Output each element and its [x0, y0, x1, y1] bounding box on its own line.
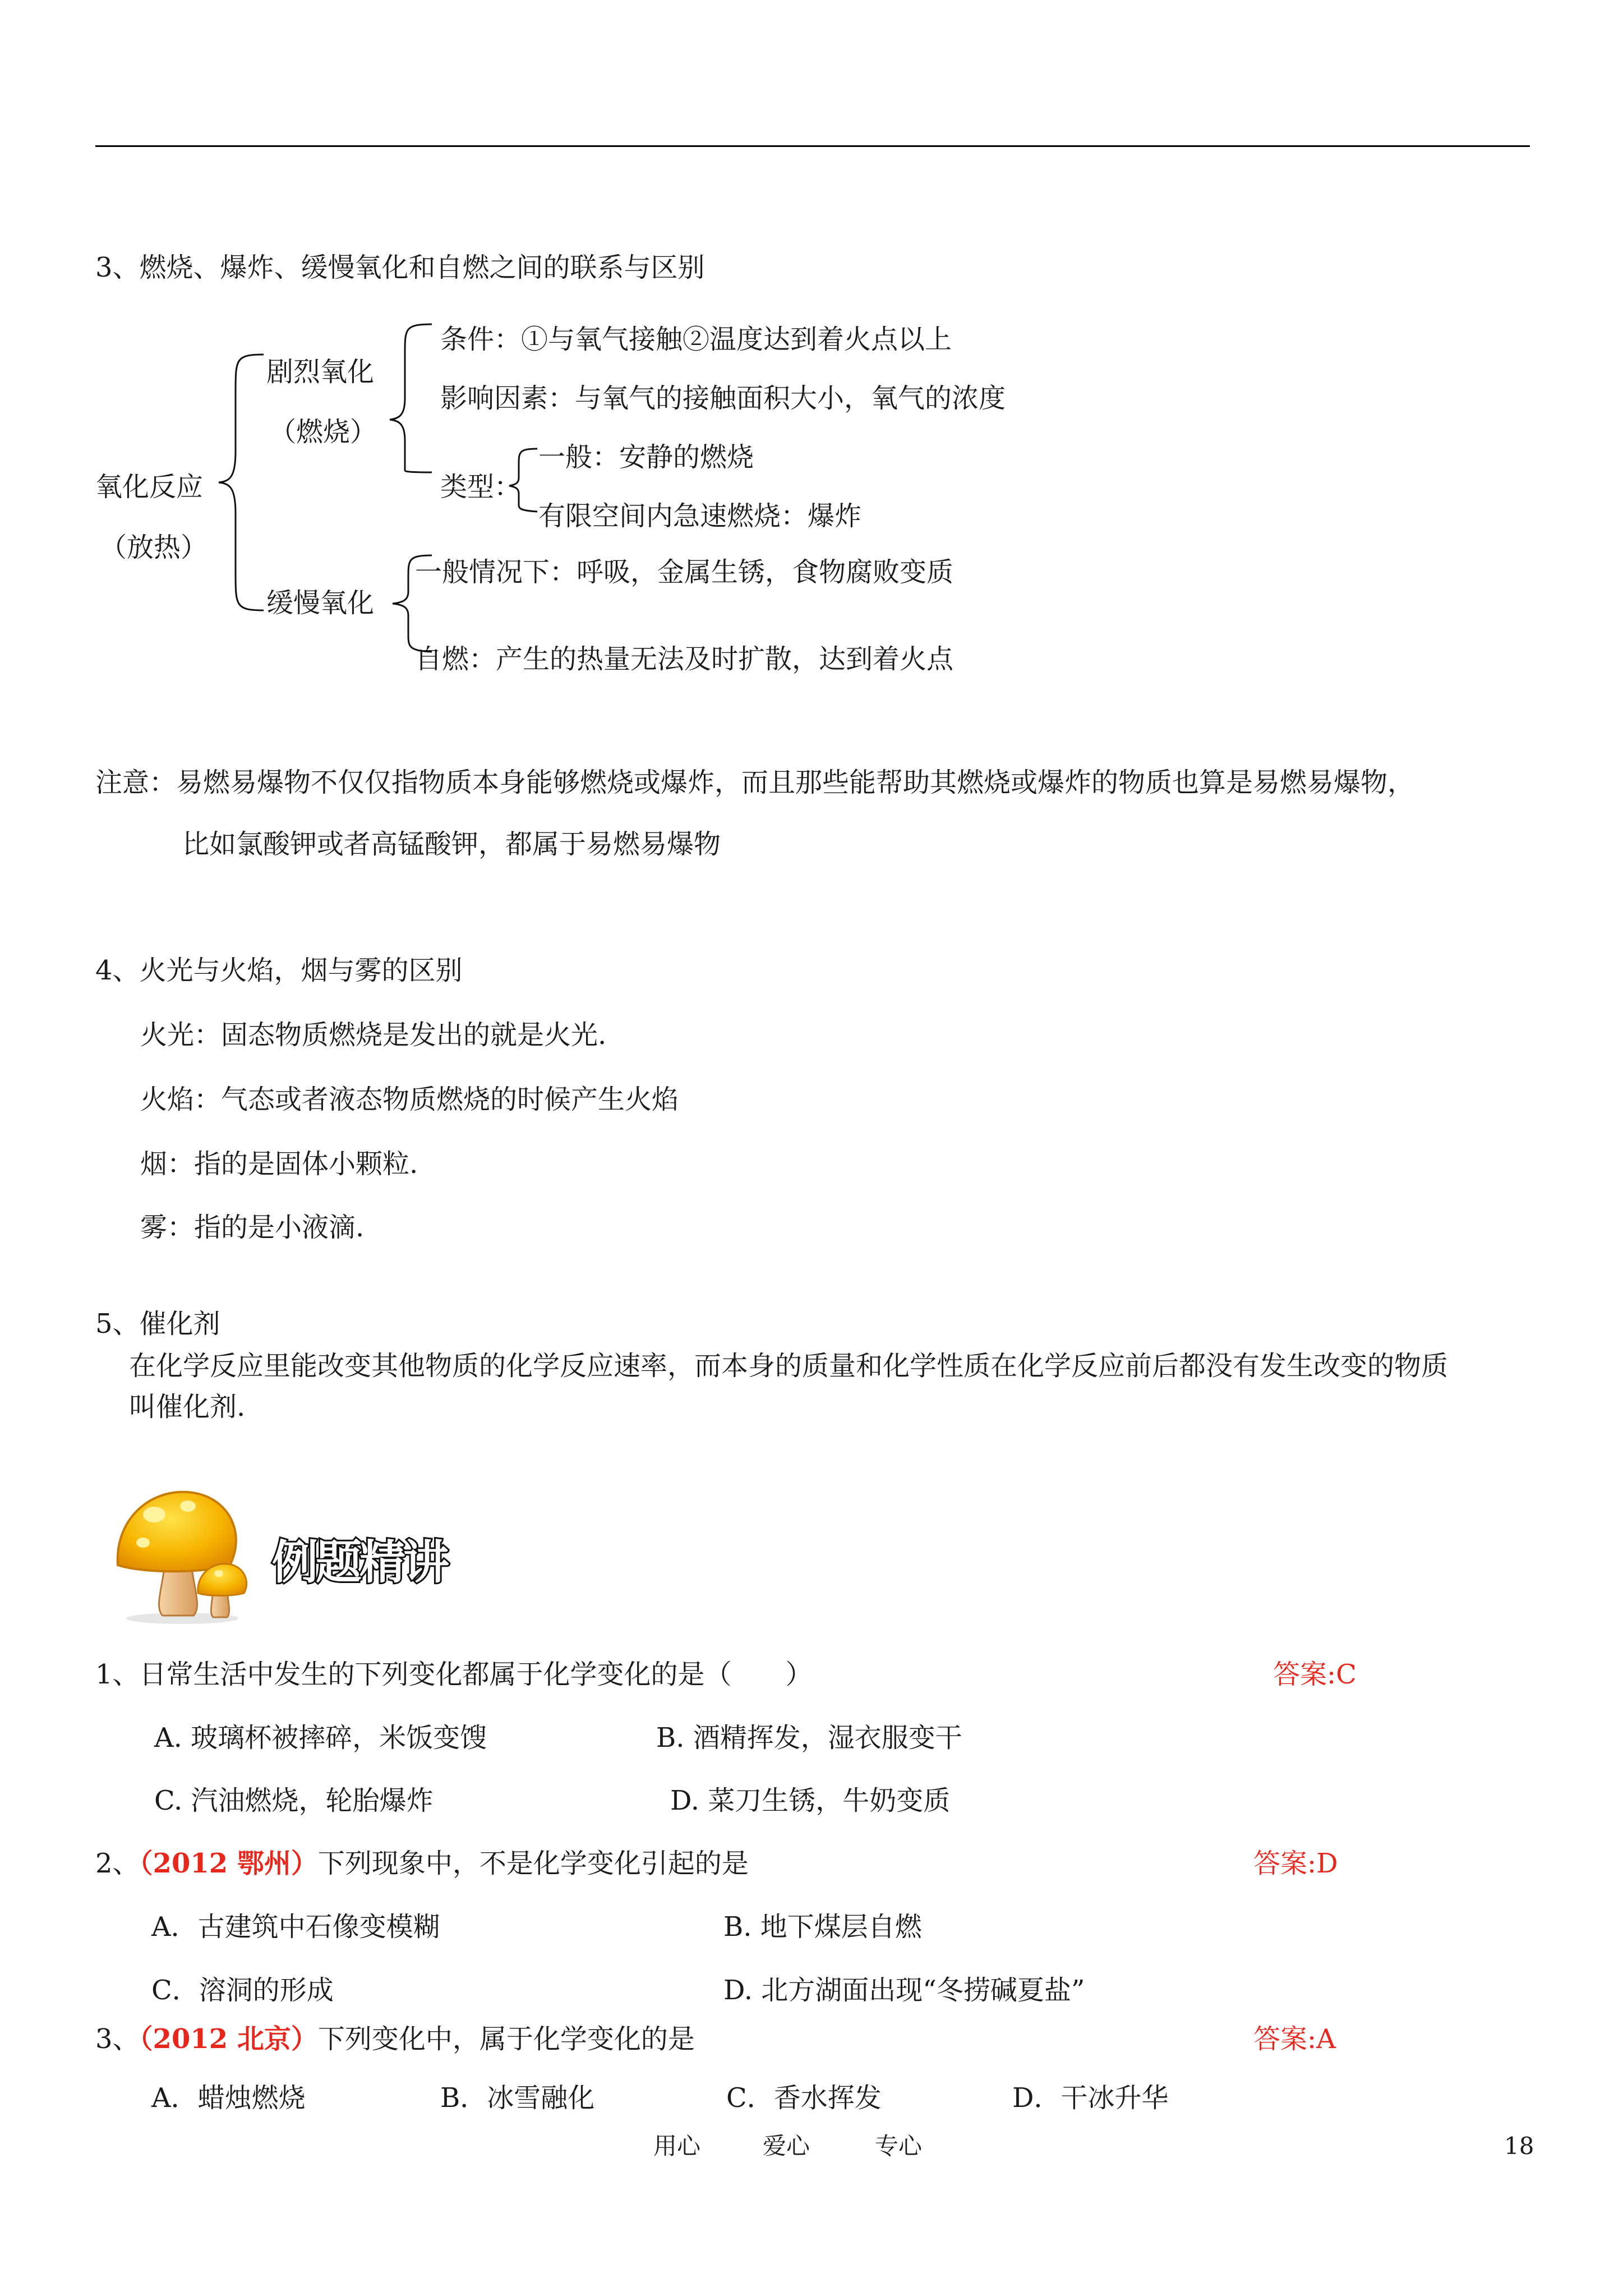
q3-option-b: B．冰雪融化	[440, 2082, 595, 2114]
q3-option-d: D．干冰升华	[1012, 2082, 1169, 2114]
slow-oxidation-normal: 一般情况下：呼吸，金属生锈，食物腐败变质	[415, 556, 954, 588]
section3-title: 3、燃烧、爆炸、缓慢氧化和自燃之间的联系与区别	[95, 252, 705, 283]
oxidation-braces	[0, 0, 1623, 729]
footer-right: 专心	[875, 2132, 923, 2160]
combustion-condition: 条件：①与氧气接触②温度达到着火点以上	[440, 324, 952, 355]
q2-option-c: C．溶洞的形成	[151, 1975, 334, 2006]
section4-title: 4、火光与火焰，烟与雾的区别	[95, 955, 463, 986]
q3-stem: 下列变化中，属于化学变化的是	[317, 2023, 695, 2055]
q3-stem-line	[95, 2022, 695, 2056]
q1-option-d: D. 菜刀生锈，牛奶变质	[670, 1785, 951, 1816]
q3-option-c: C．香水挥发	[726, 2082, 882, 2114]
section5-title: 5、催化剂	[95, 1308, 220, 1340]
catalyst-def-line1: 在化学反应里能改变其他物质的化学反应速率，而本身的质量和化学性质在化学反应前后都没有发生改变的物质	[129, 1350, 1449, 1382]
q2-number: 2、	[95, 1848, 140, 1879]
q2-stem-line	[95, 1847, 749, 1880]
q3-source: （2012 北京）	[139, 2023, 318, 2055]
footer-mid: 爱心	[763, 2132, 810, 2160]
q2-option-d: D. 北方湖面出现“冬捞碱夏盐”	[723, 1975, 1085, 2006]
slow-oxidation-spontaneous: 自燃：产生的热量无法及时扩散，达到着火点	[415, 643, 954, 675]
flame-def: 火焰：气态或者液态物质燃烧的时候产生火焰	[140, 1084, 679, 1115]
note-line2: 比如氯酸钾或者高锰酸钾，都属于易燃易爆物	[182, 829, 721, 860]
q3-option-a: A．蜡烛燃烧	[151, 2082, 306, 2114]
combustion-types-label: 类型：	[440, 471, 522, 503]
q1-stem: 1、日常生活中发生的下列变化都属于化学变化的是（ ）	[95, 1659, 813, 1690]
catalyst-def-line2: 叫催化剂.	[129, 1391, 246, 1423]
vigorous-oxidation: 剧烈氧化	[266, 356, 375, 388]
q1-option-b: B. 酒精挥发，湿衣服变干	[656, 1722, 962, 1754]
slow-oxidation: 缓慢氧化	[266, 587, 375, 619]
combustion-factors: 影响因素：与氧气的接触面积大小，氧气的浓度	[440, 383, 1006, 414]
q2-source: （2012 鄂州）	[139, 1848, 318, 1879]
q2-option-b: B. 地下煤层自燃	[723, 1911, 922, 1943]
vigorous-oxidation-sub: （燃烧）	[269, 416, 377, 448]
fog-def: 雾：指的是小液滴.	[140, 1212, 365, 1243]
q2-answer: 答案:D	[1253, 1848, 1338, 1879]
combustion-type-explosion: 有限空间内急速燃烧：爆炸	[538, 500, 862, 532]
page-number: 18	[1504, 2132, 1534, 2160]
mushroom-icon	[109, 1481, 266, 1627]
smoke-def: 烟：指的是固体小颗粒.	[140, 1148, 418, 1180]
oxidation-root: 氧化反应	[95, 471, 204, 503]
q1-option-c: C. 汽油燃烧，轮胎爆炸	[154, 1785, 434, 1816]
oxidation-root-sub: （放热）	[100, 532, 208, 563]
q3-answer: 答案:A	[1253, 2023, 1336, 2055]
q2-option-a: A．古建筑中石像变模糊	[151, 1911, 440, 1943]
fire-light-def: 火光：固态物质燃烧是发出的就是火光.	[140, 1019, 607, 1051]
banner-title: 例题精讲	[272, 1536, 448, 1589]
q1-option-a: A. 玻璃杯被摔碎，米饭变馊	[154, 1722, 487, 1754]
q3-number: 3、	[95, 2023, 140, 2055]
note-line1: 注意：易燃易爆物不仅仅指物质本身能够燃烧或爆炸，而且那些能帮助其燃烧或爆炸的物质也算是易燃易爆物，	[95, 767, 1415, 798]
q2-stem: 下列现象中，不是化学变化引起的是	[317, 1848, 749, 1879]
footer-left: 用心	[653, 2132, 701, 2160]
combustion-type-normal: 一般：安静的燃烧	[538, 441, 754, 473]
q1-answer: 答案:C	[1273, 1659, 1357, 1690]
